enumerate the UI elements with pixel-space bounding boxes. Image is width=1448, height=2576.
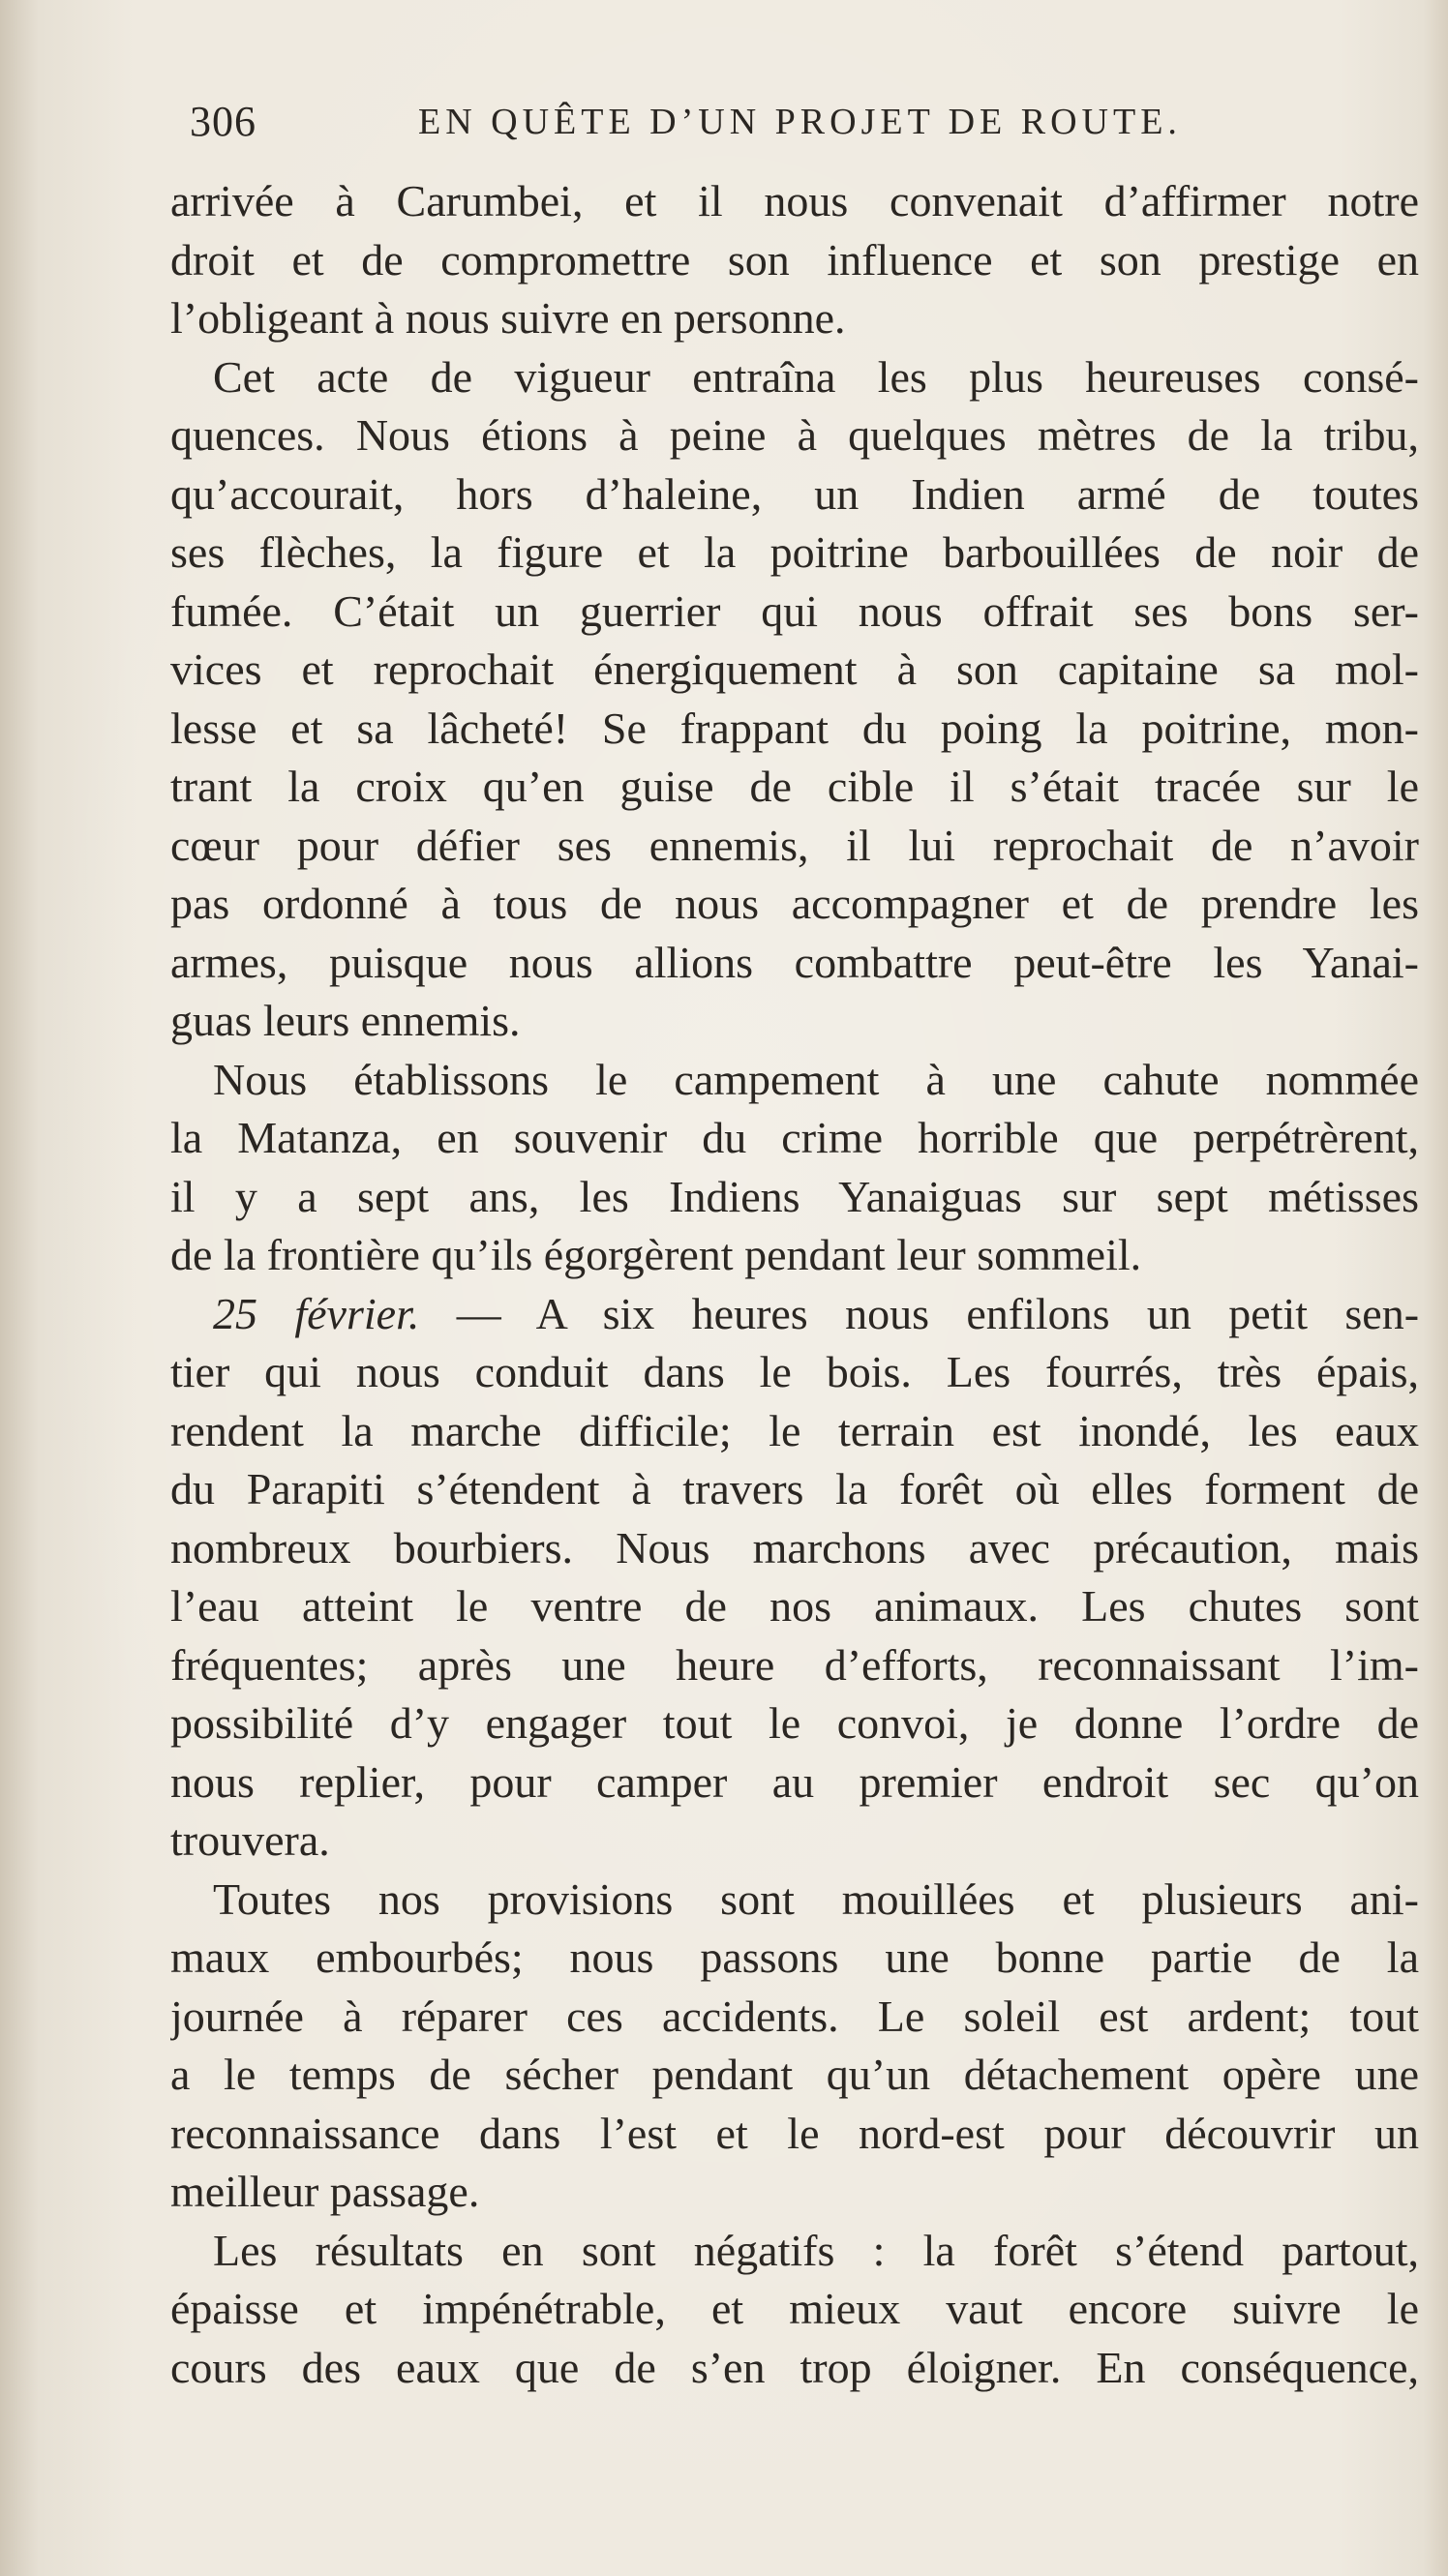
text-line: lesse et sa lâcheté! Se frappant du poing la poitrine, mon- bbox=[170, 703, 1419, 753]
text-line: possibilité d’y engager tout le convoi, je donne l’ordre de bbox=[170, 1698, 1419, 1748]
text-line: l’eau atteint le ventre de nos animaux. Les chutes sont bbox=[170, 1581, 1419, 1631]
text-line: nous replier, pour camper au premier endroit sec qu’on bbox=[170, 1756, 1419, 1807]
text-line: rendent la marche difficile; le terrain est inondé, les eaux bbox=[170, 1405, 1419, 1455]
text-line: tier qui nous conduit dans le bois. Les fourrés, très épais, bbox=[170, 1347, 1419, 1396]
body-text bbox=[170, 172, 1419, 2397]
text-line: arrivée à Carumbei, et il nous convenait d’affirmer notre bbox=[170, 176, 1419, 225]
text-line: trant la croix qu’en guise de cible il s’était tracée sur le bbox=[170, 762, 1419, 811]
text-line: ses flèches, la figure et la poitrine barbouillées de noir de bbox=[170, 527, 1419, 577]
text-line: Cet acte de vigueur entraîna les plus heureuses consé- bbox=[213, 351, 1419, 402]
text-line: Les résultats en sont négatifs : la forêt s’étend partout, bbox=[213, 2225, 1419, 2275]
text-line: guas leurs ennemis. bbox=[170, 996, 521, 1045]
text-line: meilleur passage. bbox=[170, 2167, 480, 2216]
entry-date: 25 février. bbox=[213, 1288, 420, 1338]
text-line: trouvera. bbox=[170, 1815, 330, 1865]
text-line: droit et de compromettre son influence et son prestige en bbox=[170, 234, 1419, 285]
text-line: fréquentes; après une heure d’efforts, reconnaissant l’im- bbox=[170, 1639, 1419, 1690]
text-line: il y a sept ans, les Indiens Yanaiguas sur sept métisses bbox=[170, 1171, 1419, 1221]
text-line: pas ordonné à tous de nous accompagner et de prendre les bbox=[170, 879, 1419, 928]
text-line: cœur pour défier ses ennemis, il lui reprochait de n’avoir bbox=[170, 820, 1419, 870]
text-line: nombreux bourbiers. Nous marchons avec précaution, mais bbox=[170, 1522, 1419, 1573]
text-line: de la frontière qu’ils égorgèrent pendant leur sommeil. bbox=[170, 1230, 1142, 1279]
text-line: cours des eaux que de s’en trop éloigner. En conséquence, bbox=[170, 2342, 1419, 2392]
text-line: maux embourbés; nous passons une bonne partie de la bbox=[170, 1932, 1419, 1982]
text-line: l’obligeant à nous suivre en personne. bbox=[170, 293, 846, 343]
page-header bbox=[190, 93, 1332, 151]
entry-text: — A six heures nous enfilons un petit sen- bbox=[419, 1288, 1419, 1338]
text-line: épaisse et impénétrable, et mieux vaut encore suivre le bbox=[170, 2284, 1419, 2333]
text-line: la Matanza, en souvenir du crime horrible que perpétrèrent, bbox=[170, 1113, 1419, 1162]
text-line: qu’accourait, hors d’haleine, un Indien armé de toutes bbox=[170, 468, 1419, 519]
text-line: quences. Nous étions à peine à quelques mètres de la tribu, bbox=[170, 410, 1419, 460]
text-line: a le temps de sécher pendant qu’un détachement opère une bbox=[170, 2050, 1419, 2099]
page-number: 306 bbox=[190, 98, 256, 145]
text-line: Toutes nos provisions sont mouillées et plusieurs ani- bbox=[213, 1873, 1419, 1924]
running-head: EN QUÊTE D’UN PROJET DE ROUTE. bbox=[418, 102, 1182, 142]
dated-entry-line bbox=[170, 1285, 1419, 1344]
text-line: fumée. C’était un guerrier qui nous offrait ses bons ser- bbox=[170, 585, 1419, 636]
text-line: armes, puisque nous allions combattre peut-être les Yanai- bbox=[170, 937, 1419, 987]
text-line: journée à réparer ces accidents. Le soleil est ardent; tout bbox=[170, 1991, 1419, 2041]
text-line: du Parapiti s’étendent à travers la forêt où elles forment de bbox=[170, 1464, 1419, 1513]
text-line: Nous établissons le campement à une cahute nommée bbox=[213, 1054, 1419, 1104]
text-line: vices et reprochait énergiquement à son capitaine sa mol- bbox=[170, 644, 1419, 694]
text-line: reconnaissance dans l’est et le nord-est pour découvrir un bbox=[170, 2108, 1419, 2158]
